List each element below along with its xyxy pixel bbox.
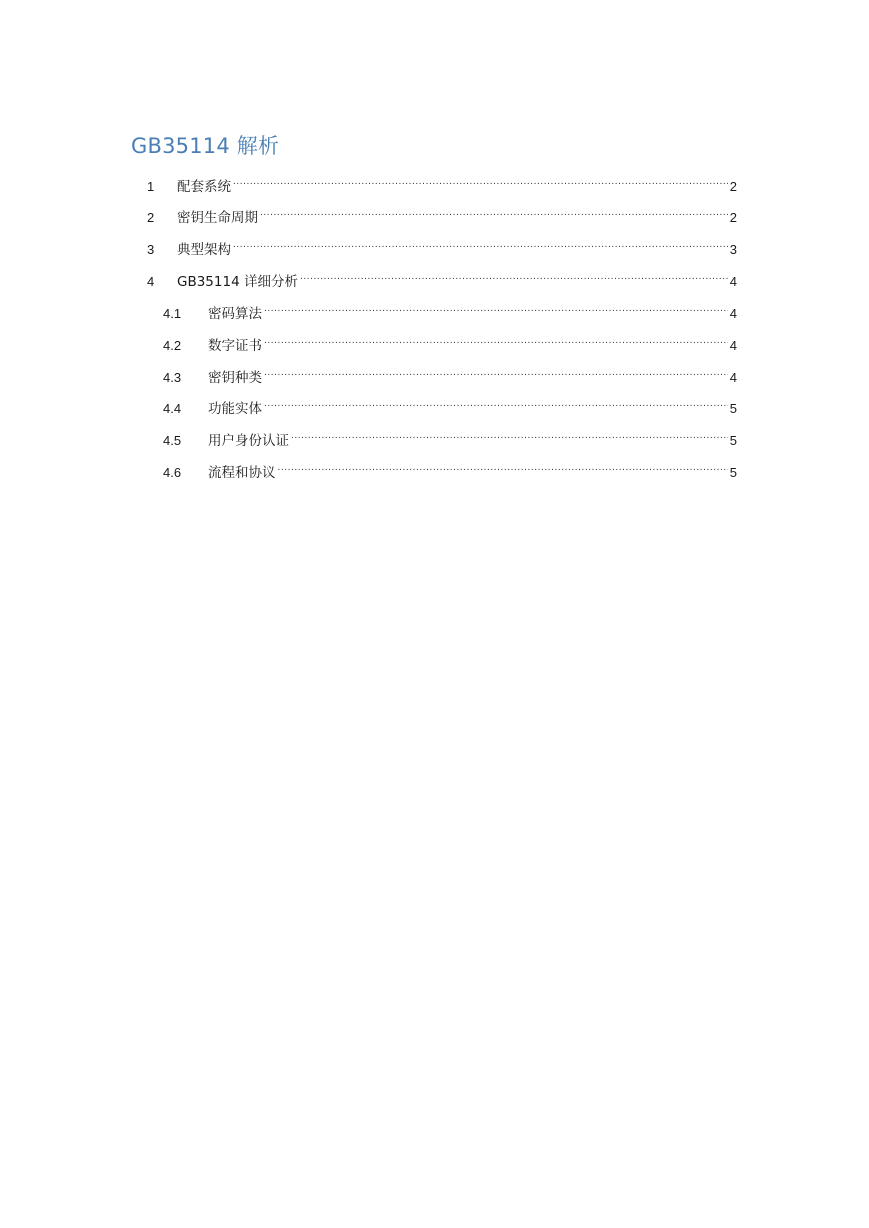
toc-entry-page: 4: [729, 338, 737, 353]
toc-entry-4-5[interactable]: [163, 425, 737, 449]
toc-entry-number: 4.1: [163, 306, 182, 321]
toc-entry-number: 4: [147, 274, 155, 289]
toc-entry-4-3[interactable]: [163, 362, 737, 386]
toc-entry-2[interactable]: [147, 202, 737, 226]
toc-entry-page: 2: [729, 210, 737, 225]
toc-entry-text: 流程和协议: [208, 465, 276, 481]
toc-entry-text: 密钥种类: [208, 370, 262, 386]
toc-entry-text: 密码算法: [208, 306, 262, 322]
toc-entry-page: 5: [729, 401, 737, 416]
toc-dot-leader: [260, 202, 728, 222]
toc-entry-4[interactable]: [147, 266, 737, 290]
toc-entry-number: 4.3: [163, 370, 182, 385]
toc-dot-leader: [233, 234, 728, 254]
toc-dot-leader: [264, 362, 728, 382]
toc-entry-number: 2: [147, 210, 155, 225]
toc-entry-4-4[interactable]: [163, 393, 737, 417]
toc-entry-text: GB35114 详细分析: [177, 274, 298, 290]
toc-entry-number: 4.4: [163, 401, 182, 416]
toc-dot-leader: [264, 330, 728, 350]
toc-entry-page: 4: [729, 274, 737, 289]
toc-dot-leader: [264, 298, 728, 318]
toc-dot-leader: [264, 393, 728, 413]
toc-entry-number: 4.6: [163, 465, 182, 480]
toc-entry-page: 4: [729, 306, 737, 321]
toc-dot-leader: [233, 171, 728, 191]
toc-entry-4-2[interactable]: [163, 330, 737, 354]
toc-entry-1[interactable]: [147, 171, 737, 195]
toc-dot-leader: [291, 425, 728, 445]
toc-entry-4-1[interactable]: [163, 298, 737, 322]
toc-entry-text: 典型架构: [177, 242, 231, 258]
toc-entry-text: 配套系统: [177, 179, 231, 195]
toc-entry-number: 3: [147, 242, 155, 257]
toc-entry-text: 用户身份认证: [208, 433, 289, 449]
toc-entry-3[interactable]: [147, 234, 737, 258]
toc-dot-leader: [278, 457, 728, 477]
toc-entry-text: 数字证书: [208, 338, 262, 354]
toc-entry-4-6[interactable]: [163, 457, 737, 481]
toc-entry-page: 5: [729, 433, 737, 448]
toc-entry-text: 密钥生命周期: [177, 210, 258, 226]
toc-entry-page: 5: [729, 465, 737, 480]
toc-entry-number: 4.5: [163, 433, 182, 448]
toc-dot-leader: [300, 266, 728, 286]
toc-entry-number: 4.2: [163, 338, 182, 353]
toc-entry-page: 2: [729, 179, 737, 194]
toc-title: GB35114 解析: [131, 134, 280, 158]
toc-entry-number: 1: [147, 179, 155, 194]
toc-entry-page: 4: [729, 370, 737, 385]
toc-entry-page: 3: [729, 242, 737, 257]
toc-entry-text: 功能实体: [208, 401, 262, 417]
